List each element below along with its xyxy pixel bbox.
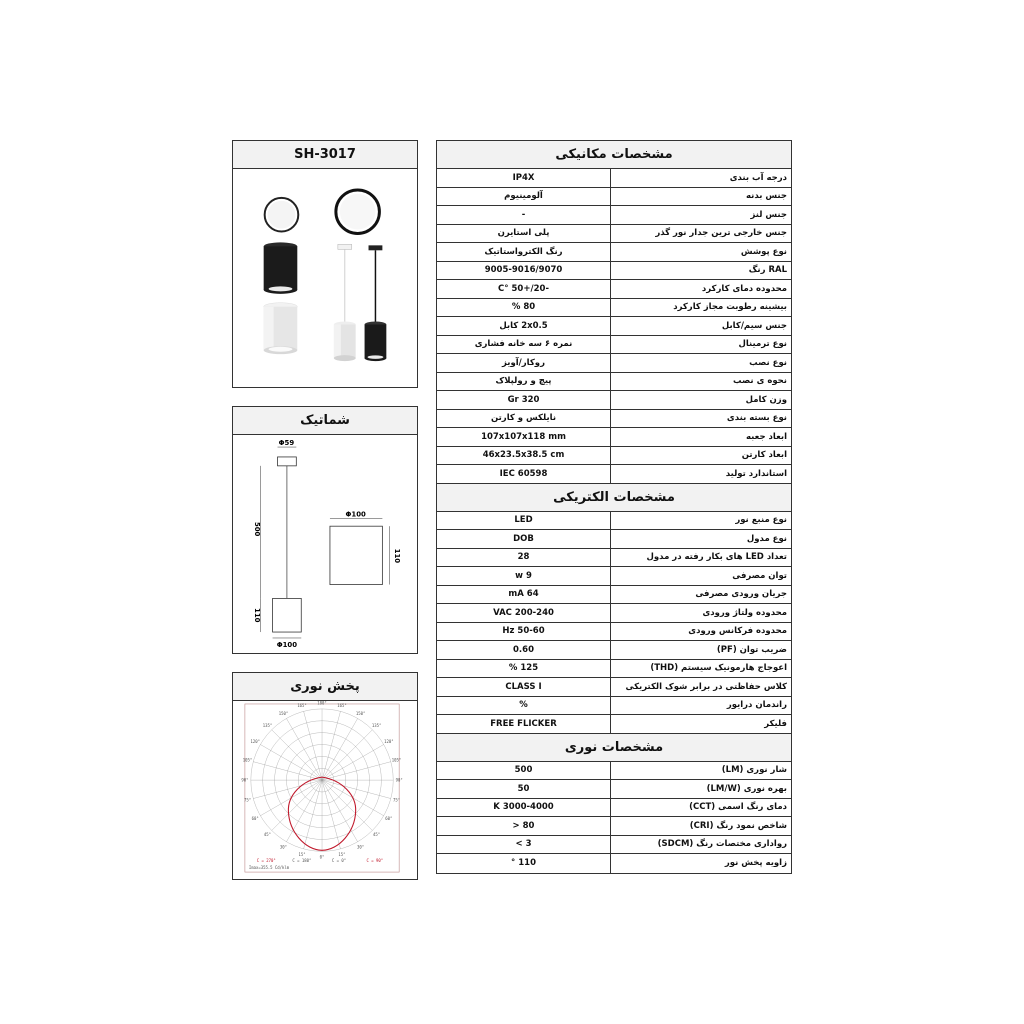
spec-row xyxy=(437,299,791,318)
canopy-dia-label: Φ59 xyxy=(278,439,295,448)
spec-value: 3 > xyxy=(437,836,611,854)
spec-section xyxy=(437,734,791,873)
spec-value: CLASS I xyxy=(437,678,611,696)
spec-row xyxy=(437,512,791,531)
canopy-shape xyxy=(278,457,297,466)
spec-row xyxy=(437,762,791,781)
spec-value: پلی استایرن xyxy=(437,225,611,243)
spec-label: درجه آب بندی xyxy=(729,172,787,183)
spec-row xyxy=(437,817,791,836)
angle-label: 75° xyxy=(392,797,401,803)
spec-row xyxy=(437,317,791,336)
spec-label: ابعاد کارتن xyxy=(741,450,787,461)
spec-row xyxy=(437,530,791,549)
spec-row xyxy=(437,243,791,262)
angle-label: 30° xyxy=(357,844,365,850)
section-title: مشخصات نوری xyxy=(437,734,791,762)
spec-value: رنگ الکترواستاتیک xyxy=(437,243,611,261)
side-dia-label: Φ100 xyxy=(345,510,366,519)
spec-value: DOB xyxy=(437,530,611,548)
imax-label: Imax=355.5 Cd/klm xyxy=(248,865,290,871)
spec-value: 64 mA xyxy=(437,586,611,604)
spec-label: دمای رنگ اسمی (CCT) xyxy=(689,802,787,813)
spec-value: 200-240 VAC xyxy=(437,604,611,622)
spec-label: جنس بدنه xyxy=(745,191,787,202)
spec-label: بیشینه رطوبت مجاز کارکرد xyxy=(673,302,787,313)
polar-diagram-svg xyxy=(233,701,417,879)
spec-label: نوع پوشش xyxy=(740,246,787,257)
spec-label: جنس لنز xyxy=(750,209,787,220)
spec-label: ضریب توان (PF) xyxy=(716,644,787,655)
angle-label: 120° xyxy=(250,739,260,745)
spec-row xyxy=(437,854,791,873)
angle-label: 120° xyxy=(384,739,394,745)
spec-label: زاویه پخش نور xyxy=(724,858,787,869)
spec-label: RAL رنگ xyxy=(748,265,787,276)
spec-label: نوع منبع نور xyxy=(735,515,787,526)
schematic-drawing xyxy=(233,435,417,653)
spec-label: وزن کامل xyxy=(745,394,787,405)
spec-label: شار نوری (LM) xyxy=(721,765,787,776)
spec-value: IEC 60598 xyxy=(437,465,611,483)
photometric-panel xyxy=(232,672,418,880)
spec-row xyxy=(437,169,791,188)
angle-label: 30° xyxy=(279,844,288,850)
spec-row xyxy=(437,391,791,410)
spec-label: محدوده دمای کارکرد xyxy=(701,283,787,294)
white-cylinder-icon xyxy=(264,303,298,354)
photometric-title: پخش نوری xyxy=(233,673,417,701)
spec-row xyxy=(437,373,791,392)
spec-row xyxy=(437,836,791,855)
spec-label: راندمان درایور xyxy=(726,700,787,711)
angle-label: 60° xyxy=(385,816,393,822)
spec-label: نحوه ی نصب xyxy=(733,376,787,387)
product-images xyxy=(233,169,417,387)
schematic-title: شماتیک xyxy=(233,407,417,435)
spec-label: محدوده فرکانس ورودی xyxy=(688,626,787,637)
ring-black-icon xyxy=(336,190,380,234)
spec-row xyxy=(437,354,791,373)
spec-label: استاندارد تولید xyxy=(725,468,787,479)
spec-section xyxy=(437,141,791,484)
spec-label: نوع ترمینال xyxy=(738,339,787,350)
ring-white-icon xyxy=(265,198,299,232)
spec-value: 80 % xyxy=(437,299,611,317)
spec-label: نوع بسته بندی xyxy=(726,413,787,424)
spec-value: 46x23.5x38.5 cm xyxy=(437,447,611,465)
body-shape xyxy=(273,598,302,632)
spec-label: تعداد LED های بکار رفته در مدول xyxy=(646,552,787,563)
section-title: مشخصات الکتریکی xyxy=(437,484,791,512)
spec-row xyxy=(437,225,791,244)
spec-value: 9 w xyxy=(437,567,611,585)
angle-label: 135° xyxy=(262,723,273,729)
angle-label: 105° xyxy=(242,757,253,763)
spec-label: فلیکر xyxy=(764,718,787,729)
spec-row xyxy=(437,336,791,355)
side-height-label: 110 xyxy=(393,548,402,564)
angle-label: 60° xyxy=(251,816,259,822)
spec-row xyxy=(437,641,791,660)
spec-value: 3000-4000 K xyxy=(437,799,611,817)
spec-value: 107x107x118 mm xyxy=(437,428,611,446)
spec-section xyxy=(437,484,791,734)
spec-value: -20/+50 °C xyxy=(437,280,611,298)
angle-label: 0° xyxy=(319,854,325,860)
spec-row xyxy=(437,715,791,734)
white-pendant-icon xyxy=(334,244,356,361)
spec-row xyxy=(437,549,791,568)
spec-row xyxy=(437,188,791,207)
product-illustration xyxy=(233,169,417,387)
spec-label: جنس خارجی ترین جدار نور گذر xyxy=(655,228,787,239)
angle-label: 105° xyxy=(391,757,402,763)
side-view-shape xyxy=(330,526,382,584)
spec-value: 2x0.5 کابل xyxy=(437,317,611,335)
angle-label: 45° xyxy=(373,832,381,838)
spec-value: روکار/آویز xyxy=(437,354,611,372)
spec-label: محدوده ولتاژ ورودی xyxy=(702,607,787,618)
spec-value: نمره ۶ سه خانه فشاری xyxy=(437,336,611,354)
spec-value: FREE FLICKER xyxy=(437,715,611,733)
spec-row xyxy=(437,678,791,697)
spec-table xyxy=(436,140,792,874)
legend-c0: C = 0° xyxy=(331,858,347,864)
angle-label: 165° xyxy=(297,703,307,709)
spec-value: IP4X xyxy=(437,169,611,187)
spec-row xyxy=(437,604,791,623)
spec-label: شاخص نمود رنگ (CRI) xyxy=(689,820,787,831)
legend-c270: C = 270° xyxy=(256,858,276,864)
angle-label: 165° xyxy=(337,703,347,709)
black-cylinder-icon xyxy=(264,242,298,293)
spec-label: بهره نوری (LM/W) xyxy=(706,783,787,794)
spec-value: % xyxy=(437,697,611,715)
angle-label: 135° xyxy=(371,723,382,729)
section-title: مشخصات مکانیکی xyxy=(437,141,791,169)
cable-length-label: 500 xyxy=(252,521,261,537)
spec-row xyxy=(437,465,791,484)
spec-row xyxy=(437,428,791,447)
spec-label: نوع نصب xyxy=(749,357,787,368)
spec-label: رواداری مختصات رنگ (SDCM) xyxy=(657,839,787,850)
spec-value: آلومینیوم xyxy=(437,188,611,206)
angle-label: 150° xyxy=(278,710,289,716)
schematic-panel xyxy=(232,406,418,654)
spec-value: 80 < xyxy=(437,817,611,835)
angle-label: 150° xyxy=(355,710,366,716)
spec-value: 50 xyxy=(437,780,611,798)
angle-label: 90° xyxy=(241,777,249,783)
angle-label: 90° xyxy=(395,777,403,783)
spec-row xyxy=(437,447,791,466)
polar-grid xyxy=(251,709,393,851)
spec-value: 28 xyxy=(437,549,611,567)
spec-row xyxy=(437,623,791,642)
model-code: SH-3017 xyxy=(233,141,417,169)
model-panel xyxy=(232,140,418,388)
spec-row xyxy=(437,410,791,429)
spec-label: کلاس حفاظتی در برابر شوک الکتریکی xyxy=(625,681,787,692)
spec-value: 125 % xyxy=(437,660,611,678)
spec-value: - xyxy=(437,206,611,224)
legend-c90: C = 90° xyxy=(366,858,384,864)
spec-row xyxy=(437,206,791,225)
spec-row xyxy=(437,586,791,605)
spec-row xyxy=(437,780,791,799)
angle-label: 15° xyxy=(298,852,306,858)
spec-label: توان مصرفی xyxy=(732,570,787,581)
spec-label: جریان ورودی مصرفی xyxy=(695,589,787,600)
body-height-label: 110 xyxy=(252,608,261,623)
angle-label: 15° xyxy=(338,852,346,858)
schematic-svg xyxy=(233,435,417,653)
photometric-diagram xyxy=(233,701,417,879)
spec-label: نوع مدول xyxy=(746,533,787,544)
black-pendant-icon xyxy=(365,245,387,361)
spec-value: نایلکس و کارتن xyxy=(437,410,611,428)
spec-value: 110 ° xyxy=(437,854,611,873)
angle-label: 180° xyxy=(317,701,327,706)
spec-row xyxy=(437,262,791,281)
spec-value: 320 Gr xyxy=(437,391,611,409)
spec-value: LED xyxy=(437,512,611,530)
spec-label: ابعاد جعبه xyxy=(746,431,787,442)
spec-value: 500 xyxy=(437,762,611,780)
spec-label: اعوجاج هارمونیک سیستم (THD) xyxy=(650,663,787,674)
spec-row xyxy=(437,567,791,586)
spec-value: 9005-9016/9070 xyxy=(437,262,611,280)
spec-label: جنس سیم/کابل xyxy=(721,320,787,331)
angle-label: 75° xyxy=(243,797,252,803)
spec-value: پیچ و رولپلاک xyxy=(437,373,611,391)
spec-value: 50-60 Hz xyxy=(437,623,611,641)
spec-row xyxy=(437,660,791,679)
body-dia-label: Φ100 xyxy=(276,640,298,649)
spec-row xyxy=(437,697,791,716)
legend-c180: C = 180° xyxy=(292,858,312,864)
angle-label: 45° xyxy=(263,832,272,838)
spec-row xyxy=(437,280,791,299)
spec-row xyxy=(437,799,791,818)
spec-value: 0.60 xyxy=(437,641,611,659)
